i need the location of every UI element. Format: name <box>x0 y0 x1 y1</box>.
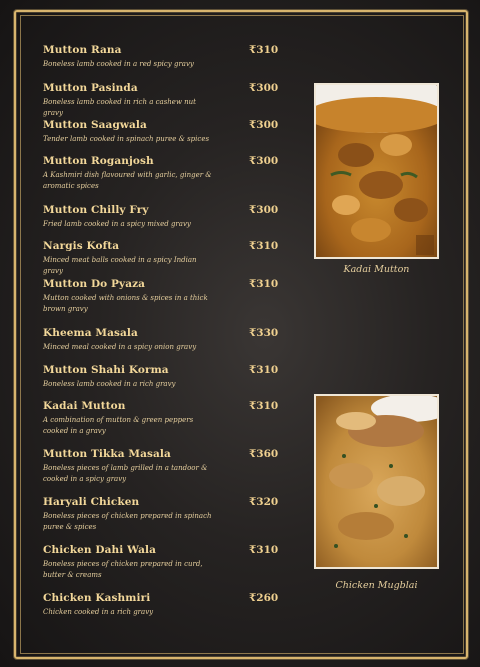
photo-caption: Chicken Mugblai <box>335 580 418 591</box>
curry-dish-image <box>316 396 437 567</box>
item-name: Chicken Kashmiri <box>43 592 151 604</box>
item-description: Chicken cooked in a rich gravy <box>43 608 154 616</box>
curry-dish-image <box>316 85 437 257</box>
item-description: A Kashmiri dish flavoured with garlic, ginger & aromatic spices <box>43 171 212 190</box>
item-name: Mutton Do Pyaza <box>43 278 146 290</box>
item-name: Mutton Tikka Masala <box>43 448 171 460</box>
item-price: ₹310 <box>249 544 279 556</box>
item-name: Nargis Kofta <box>43 240 120 252</box>
item-description: A combination of mutton & green peppers cooked in a gravy <box>43 416 194 435</box>
item-name: Kadai Mutton <box>43 400 126 412</box>
item-price: ₹310 <box>249 240 279 252</box>
item-name: Haryali Chicken <box>43 496 140 508</box>
item-description: Boneless lamb cooked in a rich gravy <box>43 380 176 388</box>
item-description: Boneless lamb cooked in a red spicy gravy <box>43 60 194 68</box>
item-description: Boneless pieces of chicken prepared in spinach puree & spices <box>43 512 212 531</box>
item-price: ₹300 <box>249 82 279 94</box>
item-name: Kheema Masala <box>43 327 138 339</box>
item-price: ₹360 <box>249 448 279 460</box>
chicken-mughlai-photo <box>314 394 439 569</box>
item-name: Mutton Pasinda <box>43 82 138 94</box>
item-price: ₹330 <box>249 327 279 339</box>
item-price: ₹320 <box>249 496 279 508</box>
item-description: Boneless pieces of lamb grilled in a tandoor & cooked in a spicy gravy <box>43 464 208 483</box>
item-price: ₹310 <box>249 364 279 376</box>
photo-caption: Kadai Mutton <box>343 264 410 275</box>
item-description: Fried lamb cooked in a spicy mixed gravy <box>43 220 191 228</box>
item-description: Minced meal cooked in a spicy onion gravy <box>43 343 197 351</box>
item-price: ₹310 <box>249 278 279 290</box>
item-description: Boneless pieces of chicken prepared in curd, butter & creams <box>43 560 203 579</box>
item-description: Tender lamb cooked in spinach puree & spices <box>43 135 210 143</box>
item-name: Mutton Shahi Korma <box>43 364 169 376</box>
item-price: ₹300 <box>249 155 279 167</box>
item-name: Mutton Roganjosh <box>43 155 154 167</box>
item-name: Chicken Dahi Wala <box>43 544 156 556</box>
item-price: ₹300 <box>249 204 279 216</box>
item-description: Mutton cooked with onions & spices in a thick brown gravy <box>43 294 208 313</box>
item-price: ₹310 <box>249 400 279 412</box>
item-name: Mutton Saagwala <box>43 119 147 131</box>
item-price: ₹260 <box>249 592 279 604</box>
item-price: ₹310 <box>249 44 279 56</box>
item-name: Mutton Rana <box>43 44 122 56</box>
item-description: Boneless lamb cooked in rich a cashew nut gravy <box>43 98 196 117</box>
item-price: ₹300 <box>249 119 279 131</box>
item-description: Minced meat balls cooked in a spicy Indian gravy <box>43 256 197 275</box>
item-name: Mutton Chilly Fry <box>43 204 149 216</box>
kadai-mutton-photo <box>314 83 439 259</box>
